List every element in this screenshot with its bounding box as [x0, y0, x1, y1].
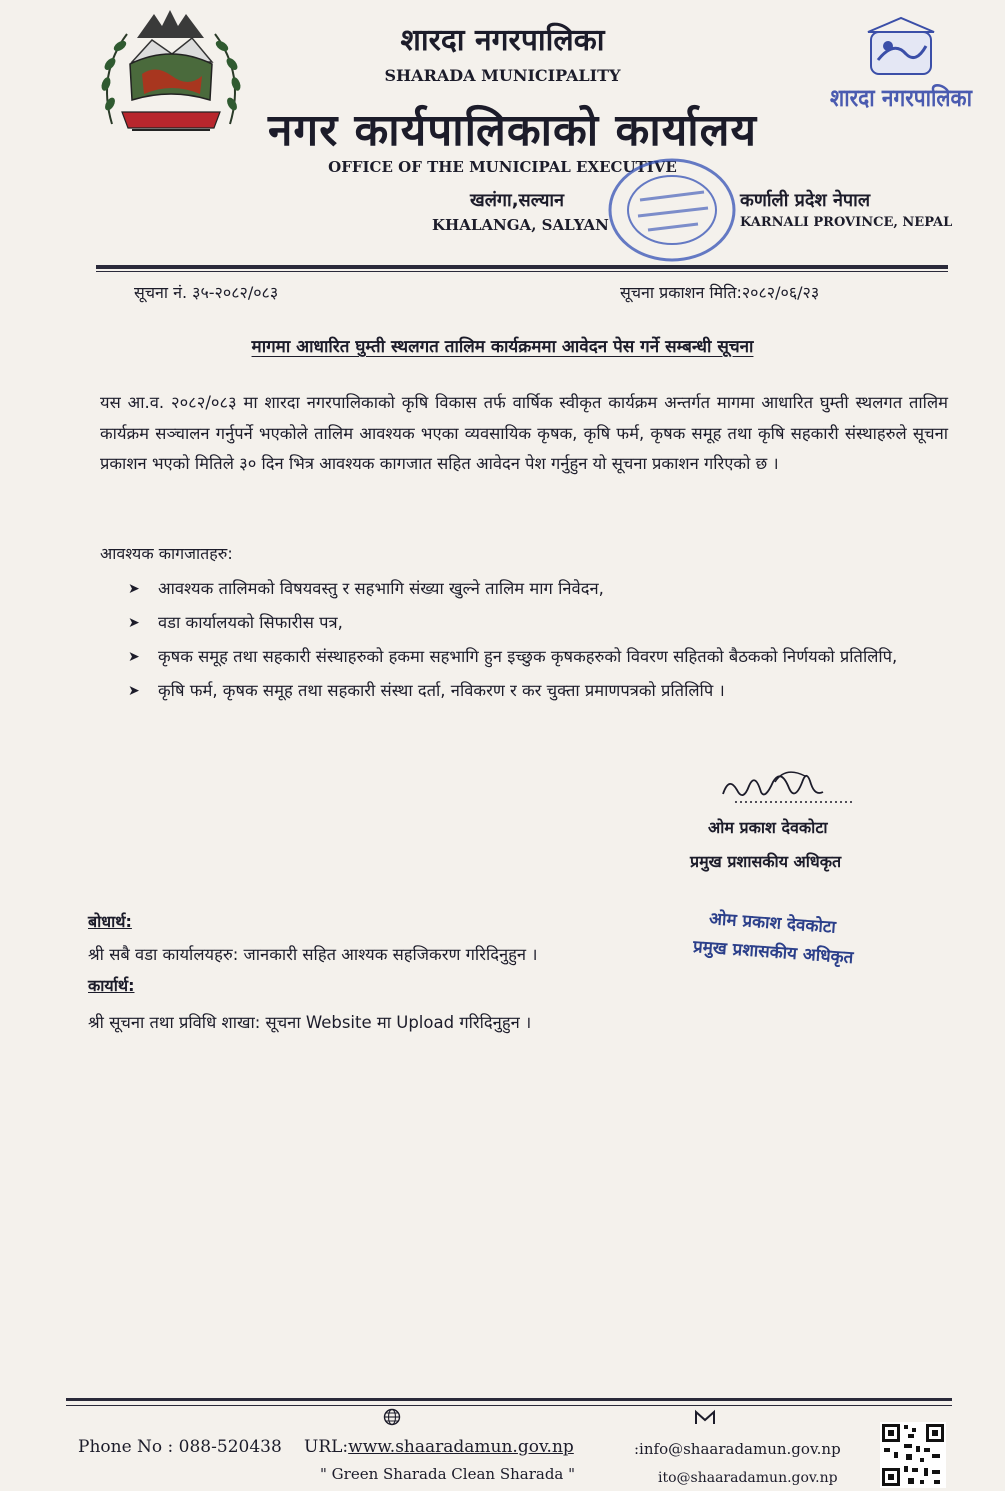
footer-slogan: " Green Sharada Clean Sharada ": [320, 1465, 576, 1483]
url-label: URL:: [304, 1437, 349, 1457]
stamp-title: प्रमुख प्रशासकीय अधिकृत: [692, 936, 855, 969]
municipality-name-english: SHARADA MUNICIPALITY: [384, 66, 621, 85]
location-english: KHALANGA, SALYAN: [432, 216, 609, 234]
requirement-item: ➤ आवश्यक तालिमको विषयवस्तु र सहभागि संख्या खुल्ने तालिम माग निवेदन,: [128, 574, 948, 604]
notice-subject-text: मागमा आधारित घुम्ती स्थलगत तालिम कार्यक्रममा आवेदन पेस गर्ने सम्बन्धी सूचना: [251, 337, 754, 357]
office-name-nepali: नगर कार्यपालिकाको कार्यालय: [268, 105, 757, 156]
website-link[interactable]: www.shaaradamun.gov.np: [348, 1437, 574, 1457]
cc-recipient: श्री सबै वडा कार्यालयहरु: जानकारी सहित आश्यक सहजिकरण गरिदिनुहुन ।: [88, 945, 538, 964]
requirement-item: ➤ कृषक समूह तथा सहकारी संस्थाहरुको हकमा सहभागि हुन इच्छुक कृषकहरुको विवरण सहितको बैठकको निर्णयको प्रतिलिपि,: [128, 642, 948, 672]
mail-icon: [694, 1410, 716, 1426]
requirement-item: ➤ कृषि फर्म, कृषक समूह तथा सहकारी संस्था दर्ता, नविकरण र कर चुक्ता प्रमाणपत्रको प्रतिलिपि ।: [128, 676, 948, 706]
province-english: KARNALI PROVINCE, NEPAL: [740, 215, 953, 230]
notice-reference-number: सूचना नं. ३५-२०८२/०८३: [134, 283, 279, 302]
province-nepali: कर्णाली प्रदेश नेपाल: [740, 190, 871, 211]
notice-publication-date: सूचना प्रकाशन मिति:२०८२/०६/२३: [620, 283, 820, 302]
signer-title: प्रमुख प्रशासकीय अधिकृत: [690, 852, 842, 871]
location-nepali: खलंगा,सल्यान: [470, 190, 565, 211]
office-name-english: OFFICE OF THE MUNICIPAL EXECUTIVE: [328, 158, 677, 176]
stamp-name: ओम प्रकाश देवकोटा: [708, 908, 837, 938]
footer-divider-thin: [66, 1405, 952, 1406]
footer-email-ito[interactable]: ito@shaaradamun.gov.np: [658, 1470, 838, 1486]
footer-divider: [66, 1398, 952, 1401]
handwritten-signature: [715, 762, 860, 812]
footer-url: [304, 1437, 574, 1457]
notice-subject: [0, 334, 1005, 357]
header-divider: [96, 265, 948, 269]
requirements-list: [128, 574, 948, 710]
action-recipient: श्री सूचना तथा प्रविधि शाखा: सूचना Website मा Upload गरिदिनुहुन ।: [88, 1013, 532, 1032]
arrow-bullet-icon: ➤: [128, 683, 140, 699]
footer-email-info[interactable]: :info@shaaradamun.gov.np: [634, 1440, 841, 1458]
municipality-name-nepali: शारदा नगरपालिका: [400, 23, 605, 58]
cc-label: बोधार्थ:: [88, 912, 132, 931]
header-divider-thin: [96, 271, 948, 272]
footer-phone: Phone No : 088-520438: [78, 1437, 282, 1457]
signer-name: ओम प्रकाश देवकोटा: [708, 818, 828, 837]
globe-icon: [383, 1408, 401, 1426]
requirement-item: ➤ वडा कार्यालयको सिफारीस पत्र,: [128, 608, 948, 638]
arrow-bullet-icon: ➤: [128, 581, 140, 597]
arrow-bullet-icon: ➤: [128, 649, 140, 665]
requirements-heading: आवश्यक कागजातहरु:: [100, 544, 233, 563]
arrow-bullet-icon: ➤: [128, 615, 140, 631]
action-label: कार्यार्थ:: [88, 976, 135, 995]
svg-text:शारदा नगरपालिका: शारदा नगरपालिका: [830, 84, 973, 112]
office-seal-stamp: [600, 150, 750, 270]
qr-code-icon[interactable]: [880, 1422, 946, 1488]
notice-body: यस आ.व. २०८२/०८३ मा शारदा नगरपालिकाको कृषि विकास तर्फ वार्षिक स्वीकृत कार्यक्रम अन्तर्गत मागमा आधारित घुम्ती स्थलगत तालिम कार्यक्रम सञ्चालन गर्नुपर्ने भएकोले तालिम आवश्यक भएका व्यवसायिक कृषक, कृषि फर्म, कृषक समूह तथा कृषि सहकारी संस्थाहरुले सूचना प्रकाशन भएको मितिले ३० दिन भित्र आवश्यक कागजात सहित आवेदन पेश गर्नुहुन यो सूचना प्रकाशन गरिएको छ ।: [100, 393, 948, 473]
